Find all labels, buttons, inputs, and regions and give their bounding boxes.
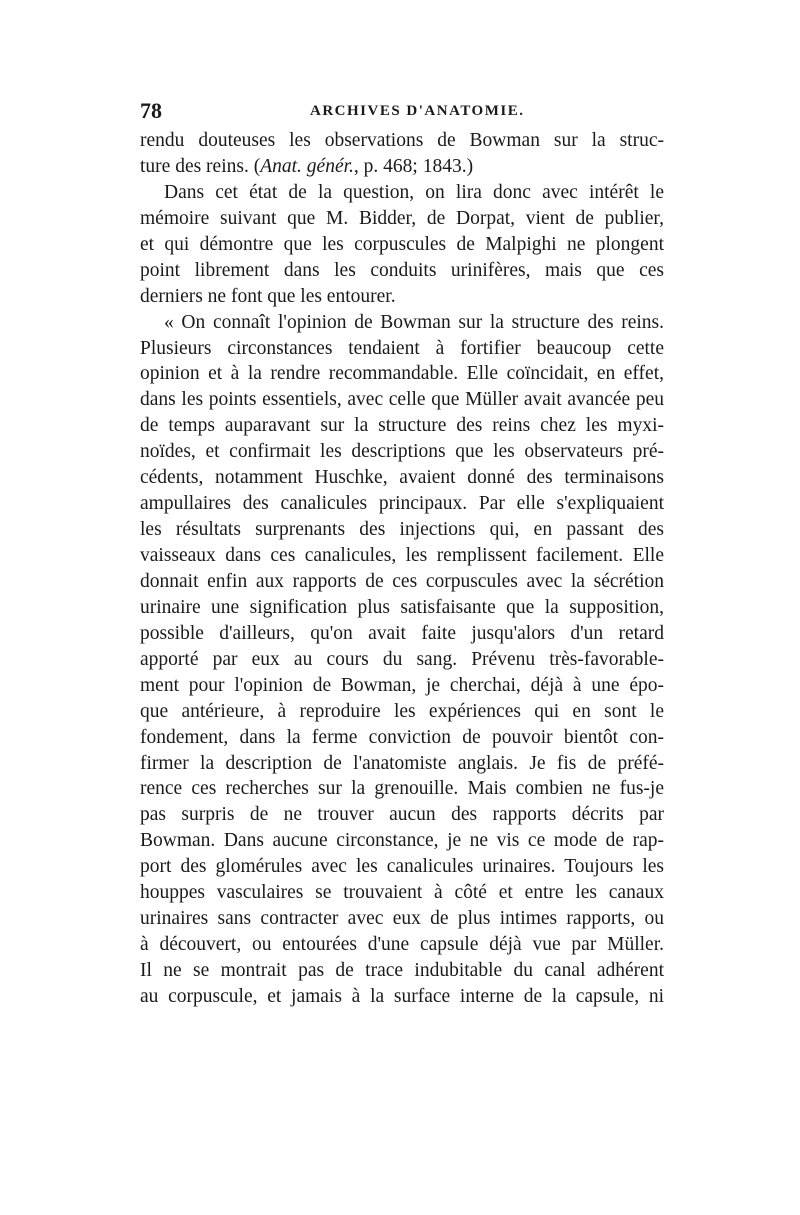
text-line xyxy=(140,387,664,413)
text-line xyxy=(140,154,664,180)
text-line xyxy=(140,284,664,310)
text-run: Plusieurs circonstances tendaient à fortifier beaucoup cette xyxy=(140,337,664,359)
text-run: derniers ne font que les entourer. xyxy=(140,285,396,307)
text-line xyxy=(140,206,664,232)
body-text xyxy=(140,128,664,1010)
text-run: les résultats surprenants des injections qui, en passant des xyxy=(140,519,664,541)
text-line xyxy=(140,906,664,932)
text-run: opinion et à la rendre recommandable. Elle coïncidait, en effet, xyxy=(140,363,664,385)
text-line xyxy=(140,802,664,828)
running-head: ARCHIVES D'ANATOMIE. xyxy=(310,103,525,119)
text-line xyxy=(140,439,664,465)
text-run: Il ne se montrait pas de trace indubitable du canal adhérent xyxy=(140,960,664,981)
text-line xyxy=(140,310,664,336)
text-line xyxy=(140,673,664,699)
text-line xyxy=(140,880,664,906)
text-run: et qui démontre que les corpuscules de Malpighi ne plongent xyxy=(140,233,664,255)
text-line xyxy=(140,232,664,258)
text-line xyxy=(140,595,664,621)
text-run: que antérieure, à reproduire les expériences qui en sont le xyxy=(140,700,664,722)
text-line xyxy=(140,517,664,543)
text-run: pas surpris de ne trouver aucun des rapports décrits par xyxy=(140,804,664,826)
text-run: fondement, dans la ferme conviction de pouvoir bientôt con- xyxy=(140,726,664,748)
text-line xyxy=(140,725,664,751)
text-line xyxy=(140,828,664,854)
text-line xyxy=(140,336,664,362)
page-header xyxy=(140,98,664,126)
text-run: mémoire suivant que M. Bidder, de Dorpat, vient de publier, xyxy=(140,207,664,229)
text-run: à découvert, ou entourées d'une capsule déjà vue par Müller. xyxy=(140,934,664,956)
text-line xyxy=(140,932,664,958)
text-run: donnait enfin aux rapports de ces corpuscules avec la sécrétion xyxy=(140,570,664,592)
text-run: houppes vasculaires se trouvaient à côté et entre les canaux xyxy=(140,882,664,904)
text-run: urinaires sans contracter avec eux de plus intimes rapports, ou xyxy=(140,908,664,930)
text-run: ment pour l'opinion de Bowman, je cherchai, déjà à une épo- xyxy=(140,674,664,696)
text-line xyxy=(140,361,664,387)
text-run: Dans cet état de la question, on lira donc avec intérêt le xyxy=(164,181,664,203)
text-line xyxy=(140,621,664,647)
text-line xyxy=(140,465,664,491)
text-line xyxy=(140,180,664,206)
text-line xyxy=(140,543,664,569)
text-line xyxy=(140,569,664,595)
text-line xyxy=(140,491,664,517)
text-line xyxy=(140,128,664,154)
text-run: dans les points essentiels, avec celle que Müller avait avancée peu xyxy=(140,389,664,411)
text-line xyxy=(140,699,664,725)
text-run: firmer la description de l'anatomiste anglais. Je fis de préfé- xyxy=(140,752,664,774)
text-line xyxy=(140,751,664,777)
text-run: noïdes, et confirmait les descriptions que les observateurs pré- xyxy=(140,441,664,463)
text-line xyxy=(140,776,664,802)
text-run: cédents, notamment Huschke, avaient donné des terminaisons xyxy=(140,467,664,489)
text-line xyxy=(140,258,664,284)
text-run: possible d'ailleurs, qu'on avait faite jusqu'alors d'un retard xyxy=(140,622,664,644)
text-line xyxy=(140,958,664,984)
text-run: vaisseaux dans ces canalicules, les remplissent facilement. Elle xyxy=(140,545,664,566)
text-run: rence ces recherches sur la grenouille. Mais combien ne fus-je xyxy=(140,778,664,800)
text-run: ampullaires des canalicules principaux. Par elle s'expliquaient xyxy=(140,493,664,515)
text-line xyxy=(140,854,664,880)
text-run: « On connaît l'opinion de Bowman sur la structure des reins. xyxy=(164,311,664,333)
text-run: ture des reins. ( xyxy=(140,155,261,177)
text-run: de temps auparavant sur la structure des reins chez les myxi- xyxy=(140,415,664,437)
text-run: , p. 468; 1843.) xyxy=(353,155,474,177)
text-run: point librement dans les conduits urinifères, mais que ces xyxy=(140,259,664,281)
text-line xyxy=(140,984,664,1010)
text-run: au corpuscule, et jamais à la surface interne de la capsule, ni xyxy=(140,985,664,1007)
text-run: urinaire une signification plus satisfaisante que la supposition, xyxy=(140,596,664,618)
italic-citation: Anat. génér. xyxy=(260,155,354,177)
text-line xyxy=(140,413,664,439)
text-run: apporté par eux au cours du sang. Prévenu très-favorable- xyxy=(140,648,664,670)
text-line xyxy=(140,647,664,673)
text-run: port des glomérules avec les canalicules urinaires. Toujours les xyxy=(140,856,664,878)
text-run: Bowman. Dans aucune circonstance, je ne vis ce mode de rap- xyxy=(140,830,664,852)
text-run: rendu douteuses les observations de Bowman sur la struc- xyxy=(140,130,664,151)
page-number: 78 xyxy=(140,98,162,123)
